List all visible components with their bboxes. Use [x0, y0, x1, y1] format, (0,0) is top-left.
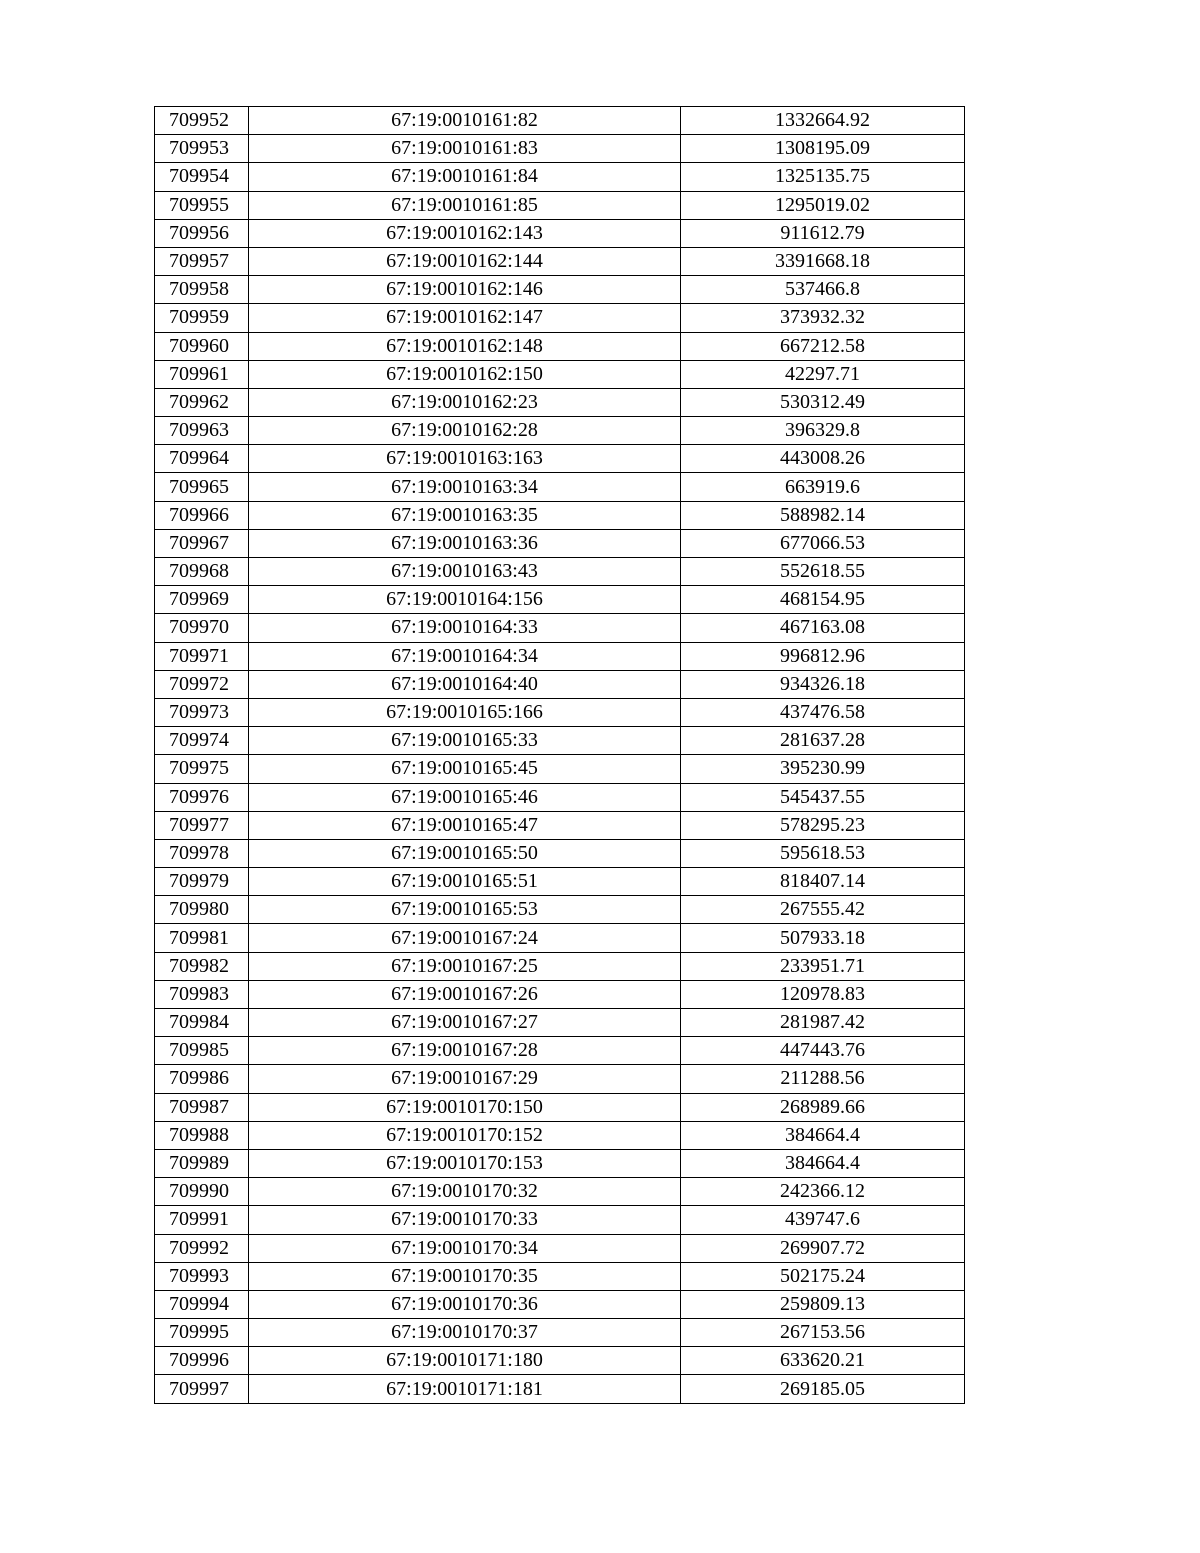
value-cell: 530312.49	[681, 388, 965, 416]
value-cell: 267153.56	[681, 1319, 965, 1347]
row-id-cell: 709975	[155, 755, 249, 783]
table-row	[155, 445, 965, 473]
row-id-cell: 709970	[155, 614, 249, 642]
table-row	[155, 952, 965, 980]
value-cell: 259809.13	[681, 1290, 965, 1318]
table-row	[155, 1093, 965, 1121]
cadastral-number-cell: 67:19:0010167:24	[249, 924, 681, 952]
value-cell: 467163.08	[681, 614, 965, 642]
table-row	[155, 304, 965, 332]
table-row	[155, 529, 965, 557]
row-id-cell: 709963	[155, 417, 249, 445]
table-row	[155, 614, 965, 642]
value-cell: 384664.4	[681, 1149, 965, 1177]
cadastral-number-cell: 67:19:0010162:144	[249, 247, 681, 275]
value-cell: 595618.53	[681, 839, 965, 867]
value-cell: 269185.05	[681, 1375, 965, 1403]
value-cell: 42297.71	[681, 360, 965, 388]
cadastral-number-cell: 67:19:0010165:166	[249, 698, 681, 726]
cadastral-number-cell: 67:19:0010170:152	[249, 1121, 681, 1149]
table-row	[155, 191, 965, 219]
cadastral-number-cell: 67:19:0010162:28	[249, 417, 681, 445]
cadastral-number-cell: 67:19:0010163:163	[249, 445, 681, 473]
cadastral-number-cell: 67:19:0010165:50	[249, 839, 681, 867]
value-cell: 996812.96	[681, 642, 965, 670]
cadastral-number-cell: 67:19:0010163:36	[249, 529, 681, 557]
cadastral-number-cell: 67:19:0010165:46	[249, 783, 681, 811]
table-row	[155, 1206, 965, 1234]
table-row	[155, 586, 965, 614]
row-id-cell: 709982	[155, 952, 249, 980]
row-id-cell: 709974	[155, 727, 249, 755]
value-cell: 281987.42	[681, 1009, 965, 1037]
table-row	[155, 868, 965, 896]
table-row	[155, 727, 965, 755]
cadastral-number-cell: 67:19:0010162:148	[249, 332, 681, 360]
value-cell: 120978.83	[681, 980, 965, 1008]
table-row	[155, 107, 965, 135]
value-cell: 552618.55	[681, 558, 965, 586]
row-id-cell: 709957	[155, 247, 249, 275]
row-id-cell: 709995	[155, 1319, 249, 1347]
row-id-cell: 709994	[155, 1290, 249, 1318]
table-row	[155, 1009, 965, 1037]
row-id-cell: 709971	[155, 642, 249, 670]
value-cell: 373932.32	[681, 304, 965, 332]
value-cell: 502175.24	[681, 1262, 965, 1290]
table-row	[155, 1037, 965, 1065]
table-row	[155, 1262, 965, 1290]
value-cell: 281637.28	[681, 727, 965, 755]
cadastral-number-cell: 67:19:0010170:35	[249, 1262, 681, 1290]
row-id-cell: 709978	[155, 839, 249, 867]
value-cell: 267555.42	[681, 896, 965, 924]
table-row	[155, 388, 965, 416]
value-cell: 443008.26	[681, 445, 965, 473]
value-cell: 437476.58	[681, 698, 965, 726]
cadastral-number-cell: 67:19:0010165:53	[249, 896, 681, 924]
cadastral-number-cell: 67:19:0010164:34	[249, 642, 681, 670]
table-row	[155, 980, 965, 1008]
row-id-cell: 709952	[155, 107, 249, 135]
row-id-cell: 709987	[155, 1093, 249, 1121]
cadastral-number-cell: 67:19:0010170:33	[249, 1206, 681, 1234]
value-cell: 537466.8	[681, 276, 965, 304]
row-id-cell: 709961	[155, 360, 249, 388]
value-cell: 211288.56	[681, 1065, 965, 1093]
row-id-cell: 709968	[155, 558, 249, 586]
table-row	[155, 501, 965, 529]
cadastral-number-cell: 67:19:0010167:28	[249, 1037, 681, 1065]
table-row	[155, 1347, 965, 1375]
cadastral-number-cell: 67:19:0010170:153	[249, 1149, 681, 1177]
table-row	[155, 698, 965, 726]
row-id-cell: 709958	[155, 276, 249, 304]
value-cell: 911612.79	[681, 219, 965, 247]
table-row	[155, 247, 965, 275]
table-row	[155, 1375, 965, 1403]
table-row	[155, 417, 965, 445]
value-cell: 507933.18	[681, 924, 965, 952]
table-body	[155, 107, 965, 1404]
row-id-cell: 709973	[155, 698, 249, 726]
cadastral-number-cell: 67:19:0010163:35	[249, 501, 681, 529]
cadastral-number-cell: 67:19:0010171:181	[249, 1375, 681, 1403]
value-cell: 1325135.75	[681, 163, 965, 191]
value-cell: 269907.72	[681, 1234, 965, 1262]
row-id-cell: 709984	[155, 1009, 249, 1037]
row-id-cell: 709966	[155, 501, 249, 529]
table-row	[155, 896, 965, 924]
table-row	[155, 1290, 965, 1318]
table-row	[155, 1178, 965, 1206]
cadastral-number-cell: 67:19:0010170:37	[249, 1319, 681, 1347]
table-row	[155, 670, 965, 698]
table-row	[155, 332, 965, 360]
row-id-cell: 709955	[155, 191, 249, 219]
table-row	[155, 1149, 965, 1177]
cadastral-number-cell: 67:19:0010171:180	[249, 1347, 681, 1375]
cadastral-number-cell: 67:19:0010165:47	[249, 811, 681, 839]
row-id-cell: 709983	[155, 980, 249, 1008]
table-row	[155, 924, 965, 952]
table-row	[155, 163, 965, 191]
value-cell: 233951.71	[681, 952, 965, 980]
row-id-cell: 709985	[155, 1037, 249, 1065]
cadastral-number-cell: 67:19:0010164:156	[249, 586, 681, 614]
row-id-cell: 709964	[155, 445, 249, 473]
cadastral-number-cell: 67:19:0010165:33	[249, 727, 681, 755]
cadastral-number-cell: 67:19:0010167:29	[249, 1065, 681, 1093]
value-cell: 1295019.02	[681, 191, 965, 219]
table-row	[155, 135, 965, 163]
row-id-cell: 709976	[155, 783, 249, 811]
table-row	[155, 1319, 965, 1347]
value-cell: 396329.8	[681, 417, 965, 445]
table-row	[155, 360, 965, 388]
row-id-cell: 709967	[155, 529, 249, 557]
cadastral-number-cell: 67:19:0010161:83	[249, 135, 681, 163]
cadastral-number-cell: 67:19:0010164:40	[249, 670, 681, 698]
cadastral-number-cell: 67:19:0010165:51	[249, 868, 681, 896]
cadastral-number-cell: 67:19:0010170:32	[249, 1178, 681, 1206]
row-id-cell: 709965	[155, 473, 249, 501]
cadastral-number-cell: 67:19:0010162:147	[249, 304, 681, 332]
cadastral-number-cell: 67:19:0010162:146	[249, 276, 681, 304]
table-row	[155, 1121, 965, 1149]
cadastral-number-cell: 67:19:0010161:84	[249, 163, 681, 191]
value-cell: 447443.76	[681, 1037, 965, 1065]
cadastral-number-cell: 67:19:0010163:43	[249, 558, 681, 586]
row-id-cell: 709962	[155, 388, 249, 416]
row-id-cell: 709991	[155, 1206, 249, 1234]
value-cell: 1332664.92	[681, 107, 965, 135]
table-row	[155, 783, 965, 811]
row-id-cell: 709959	[155, 304, 249, 332]
value-cell: 384664.4	[681, 1121, 965, 1149]
row-id-cell: 709954	[155, 163, 249, 191]
table-row	[155, 642, 965, 670]
row-id-cell: 709953	[155, 135, 249, 163]
cadastral-number-cell: 67:19:0010162:23	[249, 388, 681, 416]
value-cell: 934326.18	[681, 670, 965, 698]
table-row	[155, 473, 965, 501]
cadastral-number-cell: 67:19:0010162:143	[249, 219, 681, 247]
cadastral-number-cell: 67:19:0010161:85	[249, 191, 681, 219]
value-cell: 439747.6	[681, 1206, 965, 1234]
row-id-cell: 709993	[155, 1262, 249, 1290]
row-id-cell: 709990	[155, 1178, 249, 1206]
cadastral-number-cell: 67:19:0010167:26	[249, 980, 681, 1008]
row-id-cell: 709956	[155, 219, 249, 247]
table-row	[155, 1234, 965, 1262]
value-cell: 3391668.18	[681, 247, 965, 275]
row-id-cell: 709969	[155, 586, 249, 614]
cadastral-number-cell: 67:19:0010164:33	[249, 614, 681, 642]
cadastral-number-cell: 67:19:0010162:150	[249, 360, 681, 388]
cadastral-number-cell: 67:19:0010163:34	[249, 473, 681, 501]
cadastral-number-cell: 67:19:0010167:25	[249, 952, 681, 980]
row-id-cell: 709996	[155, 1347, 249, 1375]
data-table	[154, 106, 965, 1404]
cadastral-number-cell: 67:19:0010165:45	[249, 755, 681, 783]
value-cell: 545437.55	[681, 783, 965, 811]
value-cell: 818407.14	[681, 868, 965, 896]
value-cell: 588982.14	[681, 501, 965, 529]
cadastral-number-cell: 67:19:0010170:150	[249, 1093, 681, 1121]
table-row	[155, 276, 965, 304]
table-row	[155, 558, 965, 586]
value-cell: 667212.58	[681, 332, 965, 360]
row-id-cell: 709992	[155, 1234, 249, 1262]
value-cell: 468154.95	[681, 586, 965, 614]
value-cell: 242366.12	[681, 1178, 965, 1206]
table-row	[155, 755, 965, 783]
row-id-cell: 709988	[155, 1121, 249, 1149]
row-id-cell: 709986	[155, 1065, 249, 1093]
row-id-cell: 709979	[155, 868, 249, 896]
table-row	[155, 839, 965, 867]
table-row	[155, 1065, 965, 1093]
cadastral-number-cell: 67:19:0010170:34	[249, 1234, 681, 1262]
value-cell: 677066.53	[681, 529, 965, 557]
table-row	[155, 219, 965, 247]
row-id-cell: 709981	[155, 924, 249, 952]
value-cell: 633620.21	[681, 1347, 965, 1375]
row-id-cell: 709980	[155, 896, 249, 924]
row-id-cell: 709977	[155, 811, 249, 839]
row-id-cell: 709997	[155, 1375, 249, 1403]
row-id-cell: 709989	[155, 1149, 249, 1177]
table-row	[155, 811, 965, 839]
value-cell: 663919.6	[681, 473, 965, 501]
value-cell: 395230.99	[681, 755, 965, 783]
cadastral-number-cell: 67:19:0010167:27	[249, 1009, 681, 1037]
value-cell: 578295.23	[681, 811, 965, 839]
row-id-cell: 709960	[155, 332, 249, 360]
cadastral-number-cell: 67:19:0010161:82	[249, 107, 681, 135]
cadastral-number-cell: 67:19:0010170:36	[249, 1290, 681, 1318]
value-cell: 1308195.09	[681, 135, 965, 163]
value-cell: 268989.66	[681, 1093, 965, 1121]
row-id-cell: 709972	[155, 670, 249, 698]
